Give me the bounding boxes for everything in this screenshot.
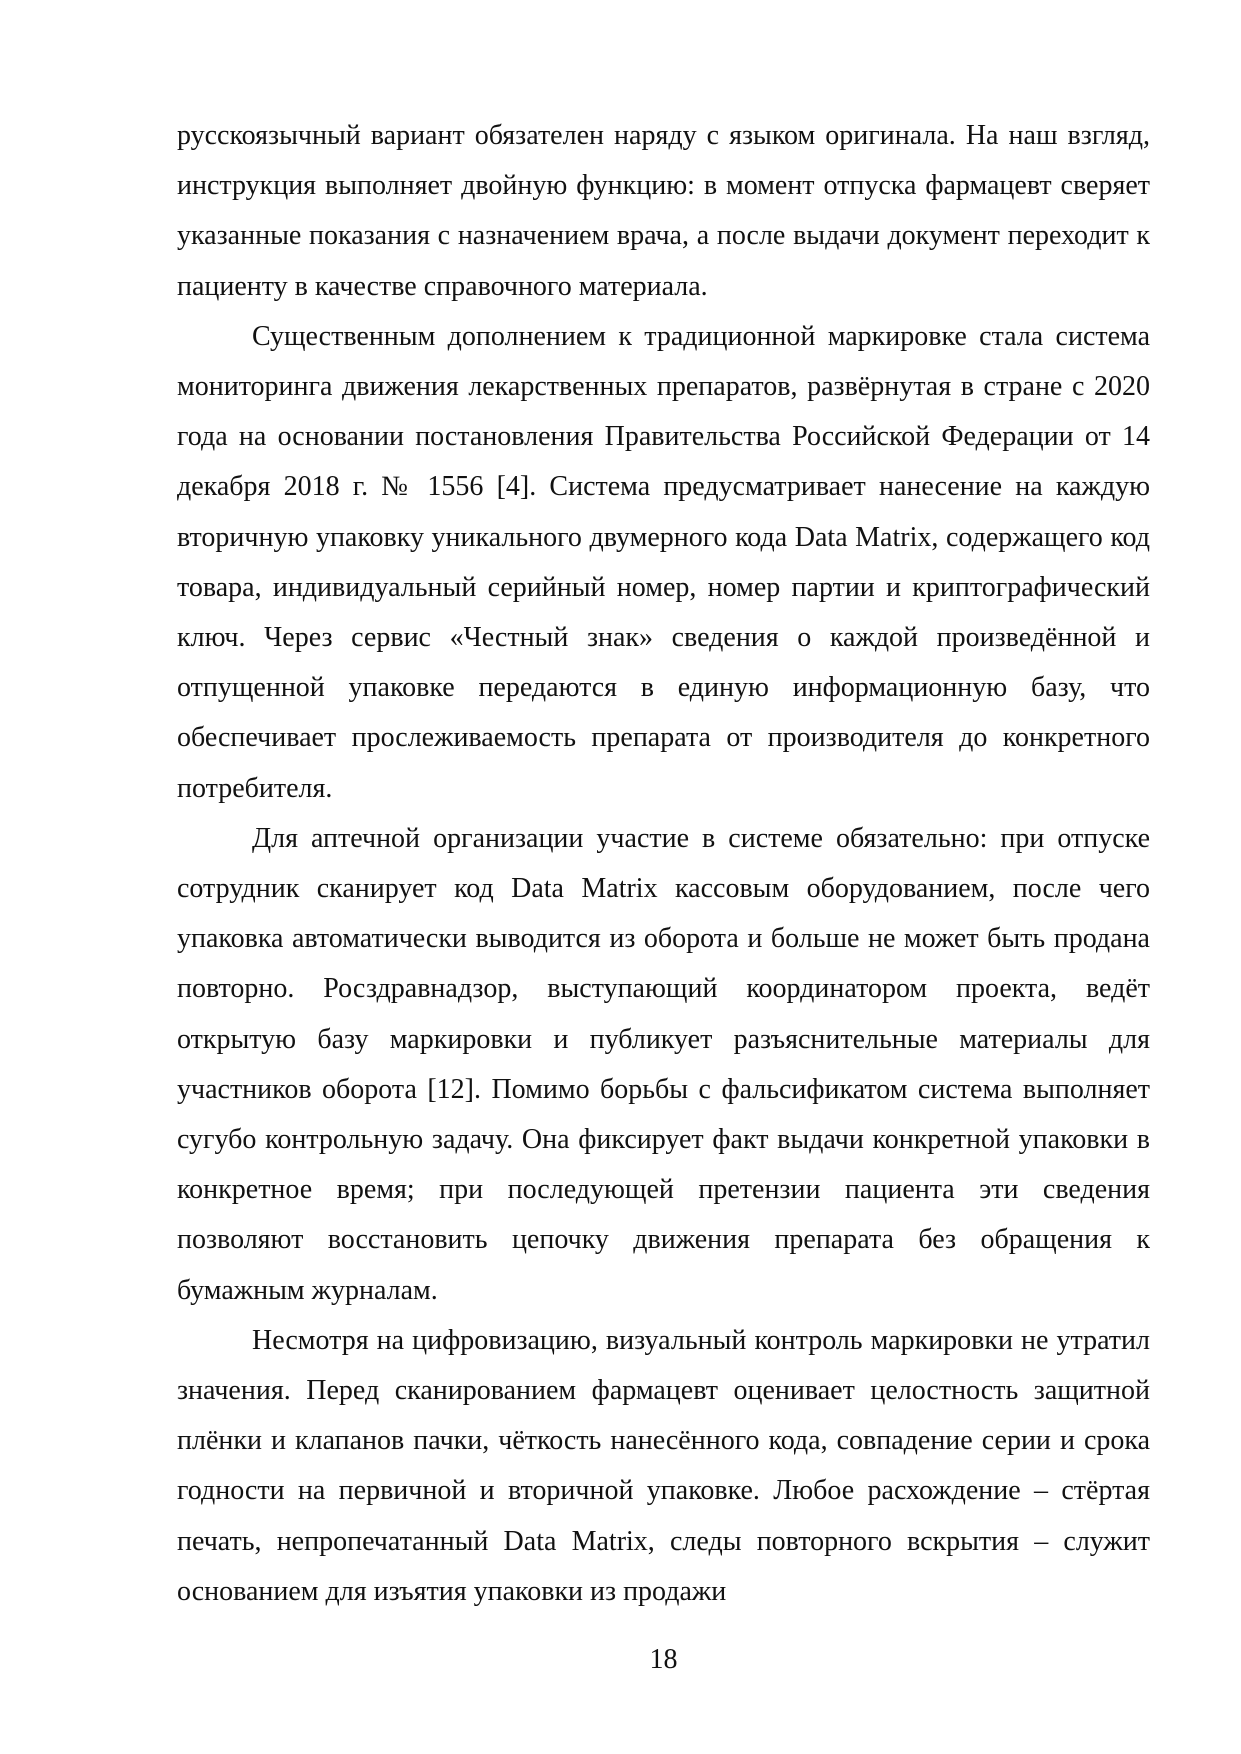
paragraph-2: Существенным дополнением к традиционной маркировке стала система мониторинга движения лекарственных препаратов, развёрнутая в стране с 2020 года на основании постановления Правительства Российской Федерации от 14 декабря 2018 г. № 1556 [4]. Система предусматривает нанесение на каждую вторичную упаковку уникального двумерного кода Data Matrix, содержащего код товара, индивидуальный серийный номер, номер партии и криптографический ключ. Через сервис «Честный знак» сведения о каждой произведённой и отпущенной упаковке передаются в единую информационную базу, что обеспечивает прослеживаемость препарата от производителя до конкретного потребителя. [177,320,1150,804]
paragraph-1: русскоязычный вариант обязателен наряду с языком оригинала. На наш взгляд, инструкция выполняет двойную функцию: в момент отпуска фармацевт сверяет указанные показания с назначением врача, а после выдачи документ переходит к пациенту в качестве справочного материала. [177,120,1150,302]
paragraph-4: Несмотря на цифровизацию, визуальный контроль маркировки не утратил значения. Перед сканированием фармацевт оценивает целостность защитной плёнки и клапанов пачки, чёткость нанесённого кода, совпадение серии и срока годности на первичной и вторичной упаковке. Любое расхождение – стёртая печать, непропечатанный Data Matrix, следы повторного вскрытия – служит основанием для изъятия упаковки из продажи [177,1324,1150,1607]
page-number: 18 [649,1644,678,1675]
paragraph-3: Для аптечной организации участие в системе обязательно: при отпуске сотрудник сканирует код Data Matrix кассовым оборудованием, после чего упаковка автоматически выводится из оборота и больше не может быть продана повторно. Росздравнадзор, выступающий координатором проекта, ведёт открытую базу маркировки и публикует разъяснительные материалы для участников оборота [12]. Помимо борьбы с фальсификатом система выполняет сугубо контрольную задачу. Она фиксирует факт выдачи конкретной упаковки в конкретное время; при последующей претензии пациента эти сведения позволяют восстановить цепочку движения препарата без обращения к бумажным журналам. [177,822,1150,1306]
body-text [177,111,1150,1617]
